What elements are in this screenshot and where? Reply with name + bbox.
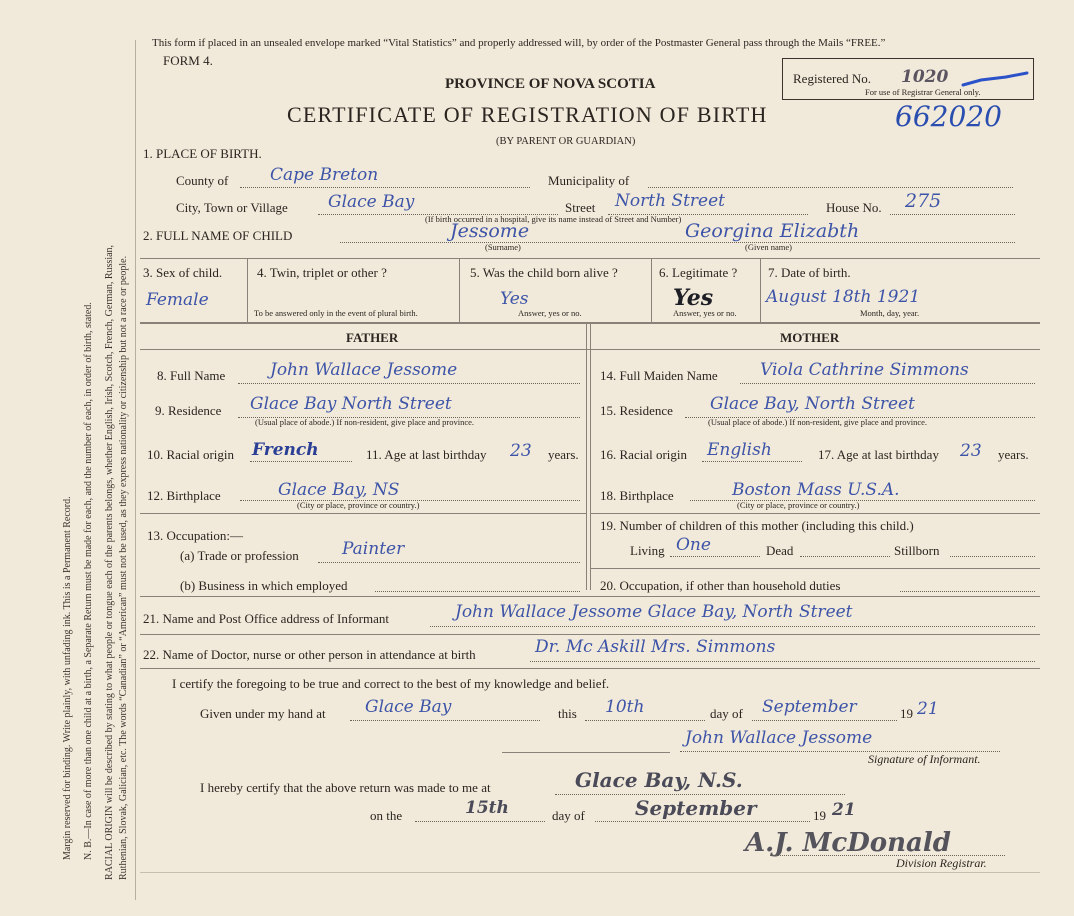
father-birthplace-label: 12. Birthplace xyxy=(147,488,221,503)
dob-value: August 18th 1921 xyxy=(766,287,921,307)
father-residence-note: (Usual place of abode.) If non-resident, give place and province. xyxy=(255,417,475,427)
given-month-line xyxy=(752,720,897,721)
frame-left xyxy=(135,40,136,900)
registrar-day-line xyxy=(415,821,545,822)
row3-div4 xyxy=(760,258,761,322)
row3-div2 xyxy=(459,258,460,322)
registrar-sig-label: Division Registrar. xyxy=(896,856,987,870)
father-racial-label: 10. Racial origin xyxy=(147,447,235,462)
sex-label: 3. Sex of child. xyxy=(143,265,223,280)
informant-line xyxy=(430,626,1035,627)
mother-heading: MOTHER xyxy=(780,330,840,345)
given-place-line xyxy=(350,720,540,721)
mother-racial-value: English xyxy=(707,440,772,460)
check-mark-icon xyxy=(961,71,1031,85)
child-surname: Jessome xyxy=(450,220,530,242)
trade-value: Painter xyxy=(342,539,405,559)
certify-text: I certify the foregoing to be true and correct to the best of my knowledge and belief. xyxy=(172,676,610,691)
hospital-note: (If birth occurred in a hospital, give its name instead of Street and Number) xyxy=(425,214,682,224)
father-name-line xyxy=(238,383,580,384)
doctor-rule xyxy=(140,668,1040,669)
registrar-place-line xyxy=(555,794,845,795)
registrar-month-line xyxy=(595,821,810,822)
father-occupation-label: 13. Occupation:— xyxy=(147,528,244,543)
dead-line xyxy=(800,556,890,557)
registrar-text: I hereby certify that the above return was made to me at xyxy=(200,780,491,795)
mother-birthplace-note: (City or place, province or country.) xyxy=(737,500,860,510)
registrar-on-label: on the xyxy=(370,808,403,823)
mother-birthplace-label: 18. Birthplace xyxy=(600,488,674,503)
given-day-line xyxy=(585,720,705,721)
father-birthplace-note: (City or place, province or country.) xyxy=(297,500,420,510)
city-label: City, Town or Village xyxy=(176,200,288,215)
child-name-line xyxy=(340,242,1015,243)
dob-label: 7. Date of birth. xyxy=(768,265,851,280)
mother-residence-label: 15. Residence xyxy=(600,403,673,418)
informant-sig-label: Signature of Informant. xyxy=(868,752,981,766)
margin-note-4: Ruthenian, Slovak, Galician, etc. The words “Canadian” or “American” must not be used, as they express nationality or citizenship but not a race or people. xyxy=(118,255,129,880)
father-name-label: 8. Full Name xyxy=(157,368,226,383)
mother-name-line xyxy=(740,383,1035,384)
legitimate-label: 6. Legitimate ? xyxy=(659,265,738,280)
business-line xyxy=(375,591,580,592)
place-section-label: 1. PLACE OF BIRTH. xyxy=(143,146,262,161)
house-line xyxy=(890,214,1015,215)
doctor-value: Dr. Mc Askill Mrs. Simmons xyxy=(535,637,776,657)
registered-value: 1020 xyxy=(901,67,949,87)
registrar-month-value: September xyxy=(635,796,757,820)
county-line xyxy=(240,187,530,188)
given-month-value: September xyxy=(762,697,857,717)
registrar-day-of-label: day of xyxy=(552,808,585,823)
given-year-value: 21 xyxy=(917,699,939,719)
doctor-line xyxy=(530,661,1035,662)
father-residence-value: Glace Bay North Street xyxy=(250,394,452,414)
informant-signature: John Wallace Jessome xyxy=(685,728,873,748)
registrar-year-value: 21 xyxy=(832,800,856,820)
registrar-place-value: Glace Bay, N.S. xyxy=(575,768,743,792)
registrar-year-prefix: 19 xyxy=(813,808,826,823)
child-name-label: 2. FULL NAME OF CHILD xyxy=(143,228,293,243)
business-label: (b) Business in which employed xyxy=(180,578,348,593)
living-value: One xyxy=(676,535,711,555)
sex-value: Female xyxy=(146,290,209,310)
children-count-label: 19. Number of children of this mother (including this child.) xyxy=(600,518,914,533)
mother-age-value: 23 xyxy=(960,441,982,461)
trade-label: (a) Trade or profession xyxy=(180,548,299,563)
father-age-label: 11. Age at last birthday xyxy=(366,447,487,462)
margin-note-2: N. B.—In case of more than one child at a birth, a Separate Return must be made for each, and the number of each, in order of birth, stated. xyxy=(83,302,94,860)
registrar-day-value: 15th xyxy=(465,798,509,818)
stillborn-label: Stillborn xyxy=(894,543,940,558)
father-age-value: 23 xyxy=(510,441,532,461)
legitimate-value: Yes xyxy=(673,285,714,311)
mother-occupation-line xyxy=(900,591,1035,592)
municipality-label: Municipality of xyxy=(548,173,630,188)
legitimate-note: Answer, yes or no. xyxy=(673,308,737,318)
stillborn-line xyxy=(950,556,1035,557)
hand-registration-number: 662020 xyxy=(895,100,1002,133)
father-years-label: years. xyxy=(548,447,579,462)
street-value: North Street xyxy=(615,191,725,211)
subtitle: (BY PARENT OR GUARDIAN) xyxy=(496,136,636,147)
dob-note: Month, day, year. xyxy=(860,308,920,318)
margin-note-3: RACIAL ORIGIN will be described by stating to what people or tongue each of the parents belongs, whether English, Irish, Scotch, French, German, Russian, xyxy=(104,244,115,880)
father-racial-value: French xyxy=(252,440,319,460)
parents-bottom-rule xyxy=(140,596,1040,597)
this-label: this xyxy=(558,706,577,721)
twin-note: To be answered only in the event of plural birth. xyxy=(254,308,418,318)
headings-rule xyxy=(140,349,1040,350)
alive-value: Yes xyxy=(500,289,529,309)
mother-years-label: years. xyxy=(998,447,1029,462)
house-value: 275 xyxy=(905,190,942,212)
mother-racial-label: 16. Racial origin xyxy=(600,447,688,462)
given-year-prefix: 19 xyxy=(900,706,913,721)
living-label: Living xyxy=(630,543,665,558)
alive-note: Answer, yes or no. xyxy=(518,308,582,318)
informant-label: 21. Name and Post Office address of Informant xyxy=(143,611,389,626)
child-given-name: Georgina Elizabth xyxy=(685,220,860,242)
municipality-line xyxy=(648,187,1013,188)
house-label: House No. xyxy=(826,200,882,215)
mother-residence-note: (Usual place of abode.) If non-resident, give place and province. xyxy=(708,417,928,427)
trade-line xyxy=(318,562,580,563)
given-caption: (Given name) xyxy=(745,242,792,252)
mother-residence-value: Glace Bay, North Street xyxy=(710,394,915,414)
registered-note: For use of Registrar General only. xyxy=(865,87,981,97)
father-heading: FATHER xyxy=(346,330,399,345)
top-notice: This form if placed in an unsealed envelope marked “Vital Statistics” and properly addressed will, by order of the Postmaster General pass through the Mails “FREE.” xyxy=(152,37,886,49)
city-value: Glace Bay xyxy=(328,192,415,212)
row3-div1 xyxy=(247,258,248,322)
parents-divider-b xyxy=(590,322,591,590)
parents-divider xyxy=(586,322,587,590)
county-value: Cape Breton xyxy=(270,165,379,185)
informant-value: John Wallace Jessome Glace Bay, North Street xyxy=(455,602,853,622)
registered-label: Registered No. xyxy=(793,71,871,86)
page-title: CERTIFICATE OF REGISTRATION OF BIRTH xyxy=(287,102,768,127)
street-label: Street xyxy=(565,200,596,215)
registrar-signature: A.J. McDonald xyxy=(745,828,951,858)
given-day-value: 10th xyxy=(605,697,645,717)
registered-box xyxy=(782,58,1034,100)
given-under-label: Given under my hand at xyxy=(200,706,326,721)
informant-rule xyxy=(140,634,1040,635)
sig-stub-line xyxy=(502,752,670,753)
margin-note-1: Margin reserved for binding. Write plainly, with unfading ink. This is a Permanent Record. xyxy=(62,496,73,860)
father-occ-rule xyxy=(140,513,587,514)
mother-children-rule xyxy=(590,513,1040,514)
given-day-of-label: day of xyxy=(710,706,743,721)
county-label: County of xyxy=(176,173,229,188)
mother-age-label: 17. Age at last birthday xyxy=(818,447,939,462)
mother-name-label: 14. Full Maiden Name xyxy=(600,368,718,383)
bottom-frame xyxy=(140,872,1040,873)
mother-racial-line xyxy=(702,461,802,462)
father-residence-label: 9. Residence xyxy=(155,403,222,418)
mother-birthplace-value: Boston Mass U.S.A. xyxy=(732,480,900,500)
doctor-label: 22. Name of Doctor, nurse or other person in attendance at birth xyxy=(143,647,476,662)
living-line xyxy=(670,556,760,557)
given-place-value: Glace Bay xyxy=(365,697,452,717)
form-number: FORM 4. xyxy=(163,53,213,68)
father-name-value: John Wallace Jessome xyxy=(270,360,458,380)
father-racial-line xyxy=(250,461,352,462)
surname-caption: (Surname) xyxy=(485,242,521,252)
mother-occ-rule xyxy=(590,568,1040,569)
alive-label: 5. Was the child born alive ? xyxy=(470,265,618,280)
dead-label: Dead xyxy=(766,543,794,558)
province: PROVINCE OF NOVA SCOTIA xyxy=(445,76,656,92)
mother-occupation-label: 20. Occupation, if other than household duties xyxy=(600,578,841,593)
row3-top-rule xyxy=(140,258,1040,259)
twin-label: 4. Twin, triplet or other ? xyxy=(257,265,387,280)
father-birthplace-value: Glace Bay, NS xyxy=(278,480,400,500)
mother-name-value: Viola Cathrine Simmons xyxy=(760,360,969,380)
row3-div3 xyxy=(651,258,652,322)
